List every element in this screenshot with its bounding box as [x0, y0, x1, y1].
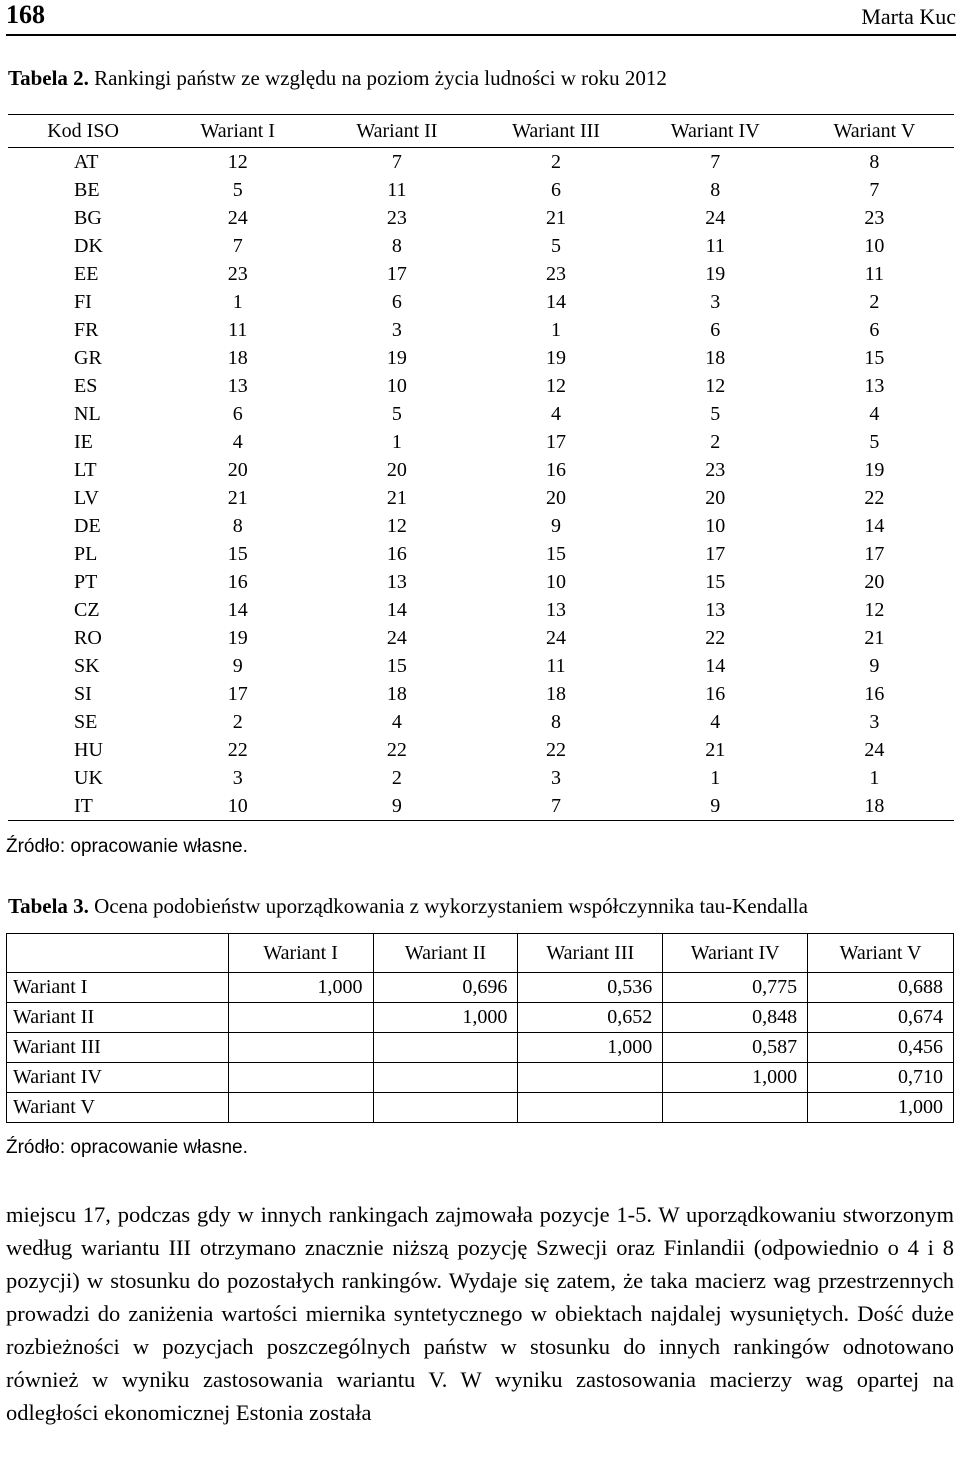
table2-cell: 21 — [546, 207, 567, 229]
table2-cell: 10 — [158, 792, 317, 821]
table2-cell: 7 — [710, 151, 721, 173]
table3-cell — [228, 1033, 373, 1063]
table2-cell: 20 — [546, 487, 567, 509]
table2-cell: 9 — [232, 655, 243, 677]
table2-cell: 21 — [386, 487, 407, 509]
table3-source: Źródło: opracowanie własne. — [6, 1137, 248, 1158]
table2-cell: 15 — [705, 571, 726, 593]
table2-row-label: ES — [74, 375, 98, 397]
table2-cell: 2 — [869, 291, 880, 313]
table2-cell: 17 — [546, 431, 567, 453]
table2-source: Źródło: opracowanie własne. — [6, 836, 248, 857]
table3-row-label: Wariant V — [7, 1093, 229, 1123]
table3-row-label: Wariant IV — [7, 1063, 229, 1093]
table2-cell: 23 — [705, 459, 726, 481]
table2-cell: 5 — [710, 403, 721, 425]
table3-cell: 1,000 — [373, 1003, 518, 1033]
table2-cell: 6 — [710, 319, 721, 341]
table2-row — [8, 148, 954, 177]
table2-cell: 15 — [386, 655, 407, 677]
table3-cell — [518, 1063, 663, 1093]
table2-cell: 1 — [710, 767, 721, 789]
table3-cell: 0,710 — [808, 1063, 954, 1093]
table2-row — [8, 456, 954, 484]
table2-row-label: UK — [74, 767, 103, 789]
table2-cell: 12 — [864, 599, 885, 621]
table2-row — [8, 372, 954, 400]
table2-cell: 9 — [636, 792, 795, 821]
table2-column-header: Wariant IV — [636, 115, 795, 148]
table2-cell: 6 — [869, 319, 880, 341]
table2-cell: 1 — [869, 767, 880, 789]
table3-cell — [228, 1093, 373, 1123]
table2-row — [8, 540, 954, 568]
table3-cell: 1,000 — [518, 1033, 663, 1063]
table2-cell: 16 — [227, 571, 248, 593]
table2-cell: 24 — [705, 207, 726, 229]
table2-cell: 20 — [864, 571, 885, 593]
table2-row-label: RO — [74, 627, 102, 649]
table3-row — [7, 1063, 954, 1093]
table2-cell: 4 — [391, 711, 402, 733]
table2-row-label: PT — [74, 571, 98, 593]
table2-row — [8, 624, 954, 652]
table2-row-label: CZ — [74, 599, 100, 621]
table2-cell: 12 — [386, 515, 407, 537]
table2-row-label: DK — [74, 235, 103, 257]
table2-cell: 4 — [710, 711, 721, 733]
table2-cell: 15 — [864, 347, 885, 369]
table2-row-label: BE — [74, 179, 100, 201]
table2-cell: 14 — [864, 515, 885, 537]
table2-cell: 24 — [864, 739, 885, 761]
table2-cell: 16 — [705, 683, 726, 705]
table2-cell: 7 — [869, 179, 880, 201]
table2-cell: 7 — [391, 151, 402, 173]
table2-cell: 21 — [705, 739, 726, 761]
table2-row-label: BG — [74, 207, 102, 229]
table2-cell: 18 — [546, 683, 567, 705]
table3-cell: 1,000 — [663, 1063, 808, 1093]
table3-row — [7, 1093, 954, 1123]
table3-cell — [663, 1093, 808, 1123]
table3-cell — [373, 1033, 518, 1063]
table2-cell: 18 — [705, 347, 726, 369]
table2-cell: 10 — [705, 515, 726, 537]
table2-cell: 5 — [551, 235, 562, 257]
table2-cell: 2 — [391, 767, 402, 789]
table2-cell: 3 — [232, 767, 243, 789]
table2-cell: 6 — [551, 179, 562, 201]
table2-cell: 22 — [864, 487, 885, 509]
table2-row-label: FR — [74, 319, 99, 341]
table2-cell: 14 — [227, 599, 248, 621]
table2-cell: 1 — [232, 291, 243, 313]
table2-cell: 18 — [386, 683, 407, 705]
table2-cell: 11 — [387, 179, 407, 201]
table3-cell: 0,696 — [373, 973, 518, 1003]
table2-row-label: IT — [8, 792, 158, 821]
table2-row-label: NL — [74, 403, 101, 425]
table2-cell: 14 — [705, 655, 726, 677]
body-paragraph — [6, 1198, 954, 1429]
table2-cell: 5 — [232, 179, 243, 201]
table2-row — [8, 596, 954, 624]
table3-header-row — [7, 934, 954, 973]
table2-cell: 9 — [869, 655, 880, 677]
table2-cell: 19 — [705, 263, 726, 285]
table2-cell: 12 — [227, 151, 248, 173]
table2-cell: 2 — [232, 711, 243, 733]
table2-row — [8, 484, 954, 512]
table2-row-label: PL — [74, 543, 98, 565]
table2-row — [8, 400, 954, 428]
table3-cell — [373, 1063, 518, 1093]
table2-cell: 3 — [710, 291, 721, 313]
table2-body — [8, 148, 954, 821]
table2-cell: 22 — [227, 739, 248, 761]
body-paragraph-text: miejscu 17, podczas gdy w innych rankingach zajmowała pozycje 1-5. W uporządkowaniu stworzonym według wariantu III otrzymano znacznie niższą pozycję Szwecji oraz Finlandii (odpowiednio o 4 i 8 pozycji) w stosunku do pozostałych rankingów. Wydaje się zatem, że taka macierz wag przestrzennych prowadzi do zaniżenia wartości miernika syntetycznego w obiektach najdalej wysuniętych. Dość duże rozbieżności w pozycjach poszczególnych państw w stosunku do innych rankingów odnotowano również w wyniku zastosowania wariantu V. W wyniku zastosowania macierzy wag opartej na odległości ekonomicznej Estonia została — [6, 1202, 954, 1425]
page-number: 168 — [6, 0, 45, 29]
table2-cell: 22 — [386, 739, 407, 761]
table3-cell — [518, 1093, 663, 1123]
table2-cell: 7 — [232, 235, 243, 257]
table2-cell: 8 — [391, 235, 402, 257]
table2-cell: 2 — [551, 151, 562, 173]
table2-header-row — [8, 115, 954, 148]
table3-caption-text: Ocena podobieństw uporządkowania z wykorzystaniem współczynnika tau-Kendalla — [88, 894, 808, 918]
table2-cell: 3 — [869, 711, 880, 733]
table2-cell: 21 — [864, 627, 885, 649]
table2-cell: 8 — [232, 515, 243, 537]
table2-cell: 3 — [551, 767, 562, 789]
table2-row — [8, 512, 954, 540]
table3-cell: 1,000 — [808, 1093, 954, 1123]
table2-row-label: SE — [74, 711, 98, 733]
table2-cell: 16 — [386, 543, 407, 565]
table2-cell: 11 — [546, 655, 566, 677]
table2-cell: 10 — [546, 571, 567, 593]
table2-row-label: SK — [74, 655, 100, 677]
table2-row — [8, 344, 954, 372]
table3-caption-label: Tabela 3. — [8, 894, 89, 918]
page-header — [6, 0, 956, 36]
table2 — [8, 114, 954, 821]
table2-row-label: IE — [74, 431, 93, 453]
table2-row — [8, 708, 954, 736]
table2-row-label: LV — [74, 487, 99, 509]
table3 — [6, 933, 954, 1123]
table3-cell — [373, 1093, 518, 1123]
table3-column-header — [7, 934, 229, 973]
table2-row-label: LT — [74, 459, 97, 481]
table2-cell: 5 — [391, 403, 402, 425]
table2-cell: 23 — [227, 263, 248, 285]
table3-row — [7, 1033, 954, 1063]
table2-cell: 14 — [546, 291, 567, 313]
table3-column-header: Wariant V — [808, 934, 954, 973]
table2-cell: 13 — [227, 375, 248, 397]
table3-column-header: Wariant IV — [663, 934, 808, 973]
table2-row — [8, 260, 954, 288]
table2-column-header: Wariant V — [795, 115, 954, 148]
table2-cell: 17 — [227, 683, 248, 705]
table2-cell: 15 — [546, 543, 567, 565]
table2-cell: 13 — [546, 599, 567, 621]
table3-cell — [228, 1003, 373, 1033]
table2-caption — [8, 66, 667, 91]
table2-row-label: FI — [74, 291, 92, 313]
table2-row — [8, 792, 954, 821]
table2-cell: 6 — [391, 291, 402, 313]
table2-cell: 19 — [227, 627, 248, 649]
table3-cell — [228, 1063, 373, 1093]
table3-caption — [8, 894, 808, 919]
table3-column-header: Wariant I — [228, 934, 373, 973]
table2-cell: 3 — [391, 319, 402, 341]
table2-cell: 24 — [227, 207, 248, 229]
table2-cell: 16 — [864, 683, 885, 705]
table2-row — [8, 288, 954, 316]
table2-cell: 2 — [710, 431, 721, 453]
table2-cell: 12 — [705, 375, 726, 397]
table2-cell: 11 — [864, 263, 885, 285]
table2-row — [8, 232, 954, 260]
table2-cell: 10 — [386, 375, 407, 397]
table2-column-header: Wariant III — [476, 115, 635, 148]
table2-cell: 4 — [551, 403, 562, 425]
table2-cell: 9 — [317, 792, 476, 821]
table3-row-label: Wariant I — [7, 973, 229, 1003]
table2-cell: 19 — [546, 347, 567, 369]
table2-row — [8, 652, 954, 680]
table2-cell: 24 — [546, 627, 567, 649]
table2-cell: 11 — [228, 319, 248, 341]
table2-cell: 7 — [476, 792, 635, 821]
table2-row — [8, 764, 954, 792]
table2-row — [8, 568, 954, 596]
running-head-author: Marta Kuc — [861, 4, 956, 29]
table3-cell: 0,536 — [518, 973, 663, 1003]
table2-cell: 22 — [546, 739, 567, 761]
table3-cell: 0,848 — [663, 1003, 808, 1033]
table2-cell: 17 — [705, 543, 726, 565]
table2-cell: 4 — [232, 431, 243, 453]
table2-cell: 13 — [386, 571, 407, 593]
table3-column-header: Wariant III — [518, 934, 663, 973]
table2-row-label: EE — [74, 263, 99, 285]
table2-row — [8, 204, 954, 232]
table2-cell: 19 — [386, 347, 407, 369]
table2-row-label: GR — [74, 347, 102, 369]
table2-cell: 11 — [705, 235, 725, 257]
table3-row-label: Wariant III — [7, 1033, 229, 1063]
table2-cell: 9 — [551, 515, 562, 537]
table3-row — [7, 1003, 954, 1033]
table2-cell: 23 — [546, 263, 567, 285]
table3-cell: 0,688 — [808, 973, 954, 1003]
table2-cell: 20 — [227, 459, 248, 481]
table3-row — [7, 973, 954, 1003]
table2-cell: 13 — [864, 375, 885, 397]
table2-cell: 13 — [705, 599, 726, 621]
table2-cell: 22 — [705, 627, 726, 649]
table3-cell: 0,587 — [663, 1033, 808, 1063]
table2-cell: 17 — [386, 263, 407, 285]
table2-cell: 18 — [795, 792, 954, 821]
table2-cell: 4 — [869, 403, 880, 425]
table2-row — [8, 428, 954, 456]
table3-cell: 1,000 — [228, 973, 373, 1003]
table3-cell: 0,652 — [518, 1003, 663, 1033]
table2-column-header: Wariant I — [158, 115, 317, 148]
table2-row — [8, 316, 954, 344]
table2-cell: 24 — [386, 627, 407, 649]
table2-cell: 16 — [546, 459, 567, 481]
table2-cell: 20 — [705, 487, 726, 509]
table3-body — [7, 973, 954, 1123]
table2-caption-text: Rankingi państw ze względu na poziom życia ludności w roku 2012 — [88, 66, 667, 90]
table2-row-label: AT — [74, 151, 99, 173]
table3-cell: 0,456 — [808, 1033, 954, 1063]
table2-row-label: DE — [74, 515, 101, 537]
table2-cell: 14 — [386, 599, 407, 621]
table2-cell: 20 — [386, 459, 407, 481]
table2-row — [8, 680, 954, 708]
table2-row — [8, 736, 954, 764]
table2-cell: 10 — [864, 235, 885, 257]
table2-row-label: SI — [74, 683, 92, 705]
table2-column-header: Kod ISO — [8, 115, 158, 148]
table2-cell: 5 — [869, 431, 880, 453]
table3-row-label: Wariant II — [7, 1003, 229, 1033]
table2-caption-label: Tabela 2. — [8, 66, 89, 90]
table3-column-header: Wariant II — [373, 934, 518, 973]
table2-cell: 21 — [227, 487, 248, 509]
table2-row — [8, 176, 954, 204]
table2-cell: 23 — [386, 207, 407, 229]
table2-row-label: HU — [74, 739, 103, 761]
table2-cell: 1 — [391, 431, 402, 453]
table2-cell: 19 — [864, 459, 885, 481]
table3-cell: 0,674 — [808, 1003, 954, 1033]
table3-cell: 0,775 — [663, 973, 808, 1003]
table2-cell: 8 — [551, 711, 562, 733]
table2-cell: 17 — [864, 543, 885, 565]
table2-column-header: Wariant II — [317, 115, 476, 148]
table2-cell: 12 — [546, 375, 567, 397]
table2-cell: 23 — [864, 207, 885, 229]
table2-cell: 1 — [551, 319, 562, 341]
table2-cell: 18 — [227, 347, 248, 369]
table2-cell: 8 — [710, 179, 721, 201]
table2-cell: 15 — [227, 543, 248, 565]
table2-cell: 6 — [232, 403, 243, 425]
table2-cell: 8 — [869, 151, 880, 173]
